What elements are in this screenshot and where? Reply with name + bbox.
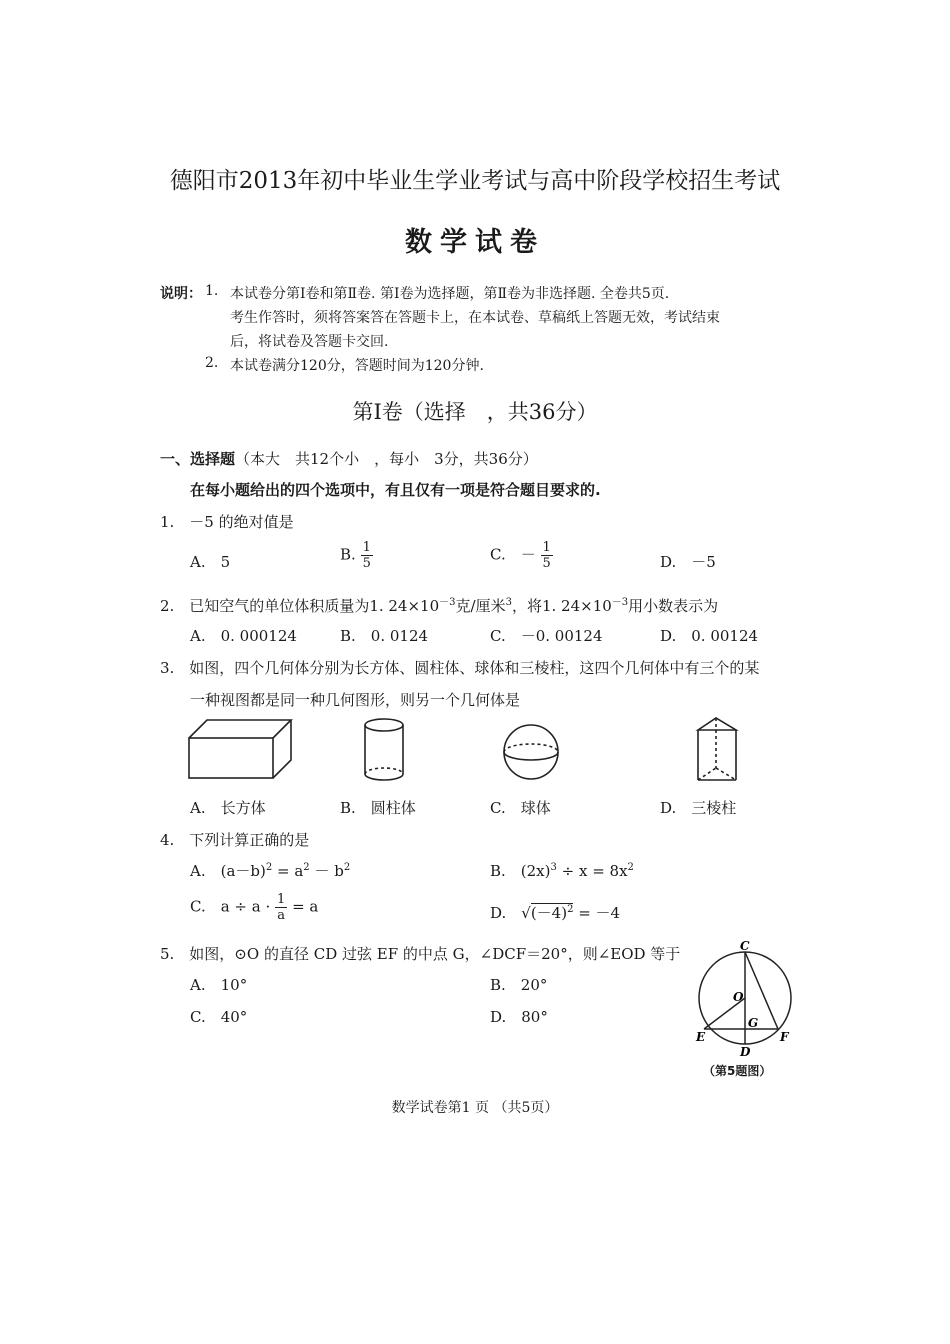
q4-c-part-2: = a <box>292 897 319 916</box>
q4-option-b <box>490 860 634 881</box>
q4-stem: 4. 下列计算正确的是 <box>160 831 310 849</box>
q4-a-part-1: A. (a－b) <box>190 862 266 880</box>
q3-option-d: D. 三棱柱 <box>660 799 737 817</box>
q2-option-d: D. 0. 00124 <box>660 627 759 645</box>
exam-title: 德阳市2013年初中毕业生学业考试与高中阶段学校招生考试 <box>169 168 781 194</box>
cuboid-figure <box>185 718 295 782</box>
page-footer: 数学试卷第1 页 （共5页） <box>391 1100 559 1116</box>
q4-option-c <box>190 892 318 923</box>
label-d: D <box>740 1045 751 1058</box>
q4-a-exponent-1: 2 <box>265 862 273 873</box>
triangular-prism-figure <box>694 716 744 784</box>
q4-c-numerator: 1 <box>277 892 286 907</box>
note-1-line-3: 后，将试卷及答题卡交回. <box>230 334 389 350</box>
label-o: O <box>733 990 744 1004</box>
q1-option-a: A. 5 <box>190 553 231 571</box>
q3-stem-line-2: 一种视图都是同一种几何图形，则另一个几何体是 <box>190 691 521 709</box>
q2-stem-part-2: 克/厘米 <box>455 597 506 615</box>
label-f: F <box>780 1030 789 1044</box>
q2-exponent-1: －3 <box>439 597 456 608</box>
sphere-figure <box>501 722 561 782</box>
q1-option-c-label: C. － <box>490 545 536 564</box>
part-heading-label: 一、选择题 <box>160 450 236 468</box>
q4-d-radical-sign: D. √ <box>490 904 531 922</box>
q1-option-b-label: B. <box>340 545 356 564</box>
exam-subtitle: 数学试卷 <box>405 227 545 258</box>
q4-b-part-2: ÷ x = 8x <box>556 862 628 880</box>
q5-option-c: C. 40° <box>190 1008 248 1026</box>
label-g: G <box>748 1016 759 1030</box>
q2-option-a: A. 0. 000124 <box>190 627 297 645</box>
q2-exponent-3: －3 <box>611 597 629 608</box>
q1-option-b <box>340 540 373 571</box>
q2-stem-part-1: 2. 已知空气的单位体积质量为1. 24×10 <box>160 597 440 615</box>
q2-option-b: B. 0. 0124 <box>340 627 429 645</box>
q3-stem-line-1: 3. 如图，四个几何体分别为长方体、圆柱体、球体和三棱柱，这四个几何体中有三个的某 <box>160 659 760 677</box>
note-1-line-2: 考生作答时，须将答案答在答题卡上，在本试卷、草稿纸上答题无效，考试结束 <box>230 310 720 326</box>
q3-option-c: C. 球体 <box>490 799 551 817</box>
note-2-number: 2. <box>205 355 219 371</box>
q4-c-fraction <box>275 892 287 923</box>
q4-d-result: = －4 <box>573 904 621 922</box>
q2-option-c: C. －0. 00124 <box>490 627 603 645</box>
q4-b-part-1: B. (2x) <box>490 862 551 880</box>
q4-d-radicand: (－4) <box>530 904 568 922</box>
circle-geometry-figure <box>692 938 802 1058</box>
part-heading <box>160 448 538 469</box>
q1-option-c-fraction <box>541 540 553 571</box>
part-instruction: 在每小题给出的四个选项中，有且仅有一项是符合题目要求的. <box>190 481 601 499</box>
note-2-text: 本试卷满分120分，答题时间为120分钟. <box>230 358 484 374</box>
q1-option-c <box>490 540 553 571</box>
part-heading-rest: （本大 共12个小 ，每小 3分，共36分） <box>235 450 538 468</box>
q4-c-denominator: a <box>277 908 286 923</box>
label-c: C <box>740 939 750 953</box>
q2-stem-part-4: 用小数表示为 <box>628 597 719 615</box>
q4-a-part-3: － b <box>309 862 344 880</box>
q2-exponent-2: 3 <box>505 597 512 608</box>
q1-b-denominator: 5 <box>362 556 371 571</box>
q3-option-b: B. 圆柱体 <box>340 799 416 817</box>
q4-d-exponent: 2 <box>567 904 574 915</box>
q4-option-a <box>190 860 350 881</box>
label-e: E <box>696 1030 706 1044</box>
q1-c-numerator: 1 <box>542 540 551 555</box>
q5-figure-caption: （第5题图） <box>703 1064 772 1078</box>
q4-c-part-1: C. a ÷ a · <box>190 897 271 916</box>
q2-stem <box>160 593 718 616</box>
q5-stem: 5. 如图，⊙O 的直径 CD 过弦 EF 的中点 G，∠DCF＝20°，则∠EOD 等于 <box>160 945 681 963</box>
section-title: 第Ⅰ卷（选择 ，共36分） <box>352 400 598 424</box>
q3-option-a: A. 长方体 <box>190 799 266 817</box>
cylinder-figure <box>358 716 410 784</box>
q4-a-exponent-3: 2 <box>343 862 351 873</box>
q5-option-d: D. 80° <box>490 1008 548 1026</box>
notes-label: 说明： <box>160 286 202 302</box>
q1-option-b-fraction <box>361 540 373 571</box>
q1-c-denominator: 5 <box>542 556 551 571</box>
q2-stem-part-3: ，将1. 24×10 <box>511 597 612 615</box>
q4-option-d <box>490 902 620 923</box>
note-1-number: 1. <box>205 283 219 299</box>
q5-option-b: B. 20° <box>490 976 548 994</box>
q1-stem: 1. －5 的绝对值是 <box>160 513 294 531</box>
note-1-line-1: 本试卷分第Ⅰ卷和第Ⅱ卷. 第Ⅰ卷为选择题，第Ⅱ卷为非选择题. 全卷共5页. <box>230 286 670 302</box>
q4-b-exponent-2: 2 <box>627 862 634 873</box>
q4-a-exponent-2: 2 <box>303 862 310 873</box>
q4-b-exponent-1: 3 <box>550 862 557 873</box>
q4-a-part-2: = a <box>272 862 304 880</box>
q1-b-numerator: 1 <box>362 540 371 555</box>
q5-option-a: A. 10° <box>190 976 248 994</box>
q1-option-d: D. －5 <box>660 553 716 571</box>
